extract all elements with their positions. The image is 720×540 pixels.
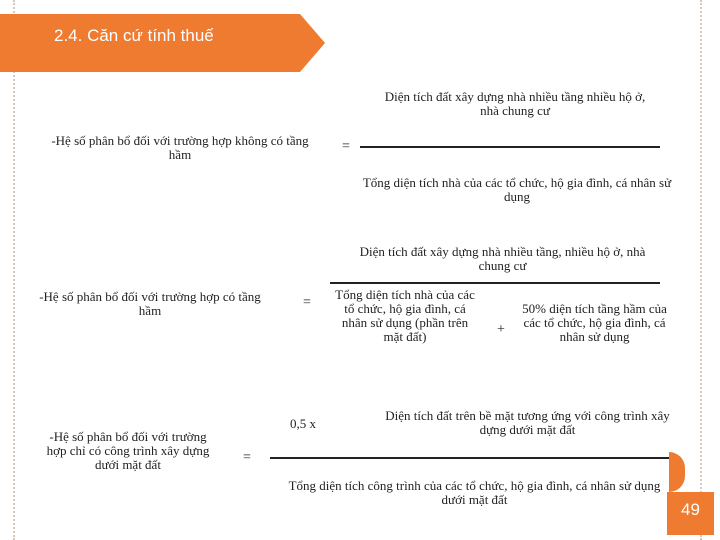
formula3-numerator: Diện tích đất trên bề mặt tương ứng với công trình xây dựng dưới mặt đất [385, 408, 670, 437]
formula3-fraction-bar [270, 457, 672, 459]
formula3-denominator: Tổng diện tích công trình của các tổ chức, hộ gia đình, cá nhân sử dụng dưới mặt đất [288, 478, 661, 507]
right-decorative-border [700, 0, 702, 540]
formula1-numerator: Diện tích đất xây dựng nhà nhiều tầng nhiều hộ ở, nhà chung cư [384, 89, 646, 118]
formula3-label: -Hệ số phân bổ đối với trường hợp chỉ có công trình xây dựng dưới mặt đất [46, 429, 210, 472]
formula2-plus: + [497, 322, 505, 337]
formula3-equals: = [243, 450, 251, 465]
formula2-denominator-part2: 50% diện tích tầng hầm của các tổ chức, hộ gia đình, cá nhân sử dụng [522, 301, 667, 344]
formula2-numerator: Diện tích đất xây dựng nhà nhiều tầng, nhiều hộ ở, nhà chung cư [359, 244, 646, 273]
formula1-label: -Hệ số phân bổ đối với trường hợp không có tầng hầm [51, 133, 309, 162]
formula1-denominator: Tổng diện tích nhà của các tổ chức, hộ gia đình, cá nhân sử dụng [362, 175, 672, 204]
formula3-coefficient: 0,5 x [290, 416, 316, 431]
formula2-fraction-bar [330, 282, 660, 284]
formula2-denominator-part1: Tổng diện tích nhà của các tổ chức, hộ gia đình, cá nhân sử dụng (phần trên mặt đất) [335, 287, 475, 344]
formula2-equals: = [303, 295, 311, 310]
formula2-label: -Hệ số phân bổ đối với trường hợp có tầng hầm [39, 289, 261, 318]
page-number: 49 [681, 500, 700, 519]
formula1-equals: = [342, 139, 350, 154]
slide-title: 2.4. Căn cứ tính thuế [54, 26, 214, 45]
side-tab-decoration [669, 452, 685, 492]
left-decorative-border [13, 0, 15, 540]
formula1-fraction-bar [360, 146, 660, 148]
